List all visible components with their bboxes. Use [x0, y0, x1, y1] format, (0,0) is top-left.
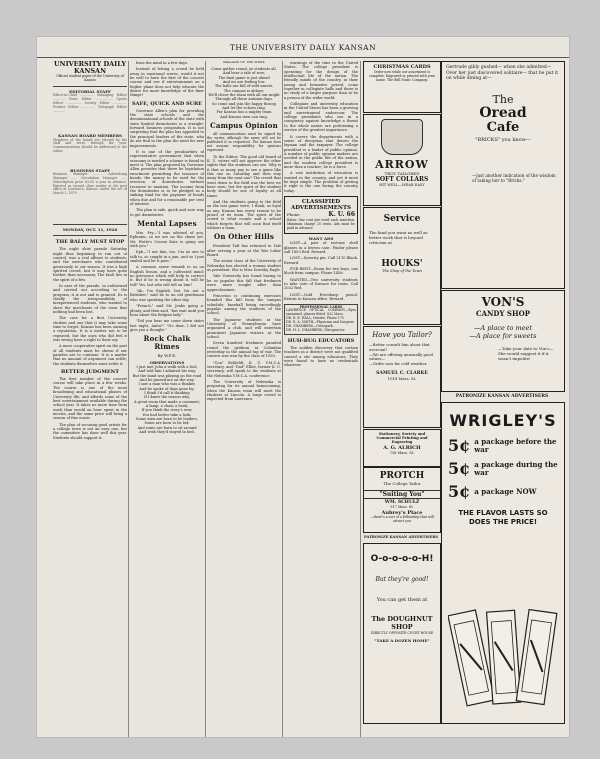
- wrigley-brand: WRIGLEY'S: [449, 411, 557, 430]
- alrich-address: 736 Mass. St.: [389, 450, 415, 455]
- want-ads: LOST—A pair of tortoise shell glasses in a brown case. Finder please call 1853 Red. Reward. LOST—Sorority pin. Call 2110 Black. Reward. FOR RENT—Room for two boys, one block from campus. Phone 1456. WANTED—Two university students to take care of furnace for room. Call 2032 Red. LOST—Gold Eversharp pencil. Return to Kansan office. Reward.: [284, 241, 358, 302]
- arrow-brand: ARROW: [375, 158, 429, 171]
- oread-cafe-ad: [441, 61, 565, 289]
- phone-number: K. U. 66: [328, 210, 355, 218]
- byline: By W.F.E.: [157, 353, 177, 359]
- classified-box: [284, 196, 358, 234]
- column-divider: [205, 61, 206, 737]
- schulz-name: WM. SCHULZ: [384, 500, 420, 505]
- oread-the: The: [492, 92, 514, 106]
- protch-name: PROTCH: [379, 471, 425, 481]
- christmas-cards-title: CHRISTMAS CARDS: [373, 64, 431, 70]
- article-title: HUH-BUG EDUCATORS: [287, 337, 355, 344]
- suiting-slogan: "Suiting You": [364, 490, 440, 499]
- gum-packages-icon: [448, 601, 558, 711]
- column-divider: [128, 61, 129, 737]
- houks-name: HOUKS': [381, 259, 423, 269]
- classified-rates: Rates: One cent per word each insertion. Minimum charge 25 cents. Ads must be paid in advance.: [287, 218, 355, 231]
- nameplate: UNIVERSITY DAILY KANSAN: [53, 61, 127, 75]
- section-title: Rock Chalk Rimes: [143, 334, 191, 352]
- editorial-column: [53, 61, 127, 737]
- alrich-ad: [363, 429, 441, 467]
- ooo-title: O-o-o-o-o-H!: [370, 554, 434, 564]
- article-body: warnings of the time in the United States. The college president is operating for the design of the intellectual life of the nation. The friendly minds of the country, in their young and formative period, come together in collegiate halls and there is no study of a larger purpose than to be a person of the wider world. Collegiate and university education in the United States has been a growing and unrestrained endeavour. The college presidents who see in a conspiracy against knowledge a threat to the whole nation are performing a service of the greatest importance. It covers the departments with a sense of deception that denies the layman and the taxpayer. The college president is a leader of public opinion. A number of public opinion makers are needed in the public life of the nation, and the modern college president is more than a teacher; he is a force. A vast institution of education is wanted in the country, and yet it must be kept simple. The problem of getting it right is the one facing the country today.: [284, 61, 358, 193]
- alrich-name: A. G. ALRICH: [383, 444, 421, 451]
- collar-illustration-icon: [381, 119, 423, 155]
- oread-tagline: "BRICKS" you know—: [475, 136, 531, 143]
- article-body: The sudden discovery that certain teachers in a district were not qualified caused a stir among educators. They were found to have no credentials whatever.: [284, 345, 358, 368]
- classified-title: CLASSIFIED ADVERTISEMENTS: [290, 198, 352, 211]
- arrow-line3: HIT WELL—WEAR EASY: [379, 183, 425, 187]
- doughnut-shop-name: The DOUGHNUT SHOP: [371, 615, 433, 631]
- article-body: All communications must be signed by the writer, although the name will not be published if so requested. The Kansan does not assume responsibility for opinions expressed. To the Editor: The good old board of K. U. voters will not approve the other sights that the students can see. Why is it that so many pay to see a game like this one on Saturday and then stay away from the next one? The crowd that went down to the field was the best we have seen, but the spirit of the student body should be one of loyalty at all times. And the students going to the field on the last game were, I think, as loyal as any. Kansas has every reason to be proud of its team. The spirit of the crowd is what counts and a school which forgets that will soon find itself without a team.: [207, 132, 281, 231]
- editorial-staff-heading: EDITORIAL STAFF: [69, 88, 111, 94]
- patronize-banner: PATRONIZE KANSAN ADVERTISERS: [455, 394, 549, 399]
- houks-service-ad: [363, 207, 441, 325]
- opinion-column: [207, 61, 281, 737]
- section-title: Mental Lapses: [137, 219, 197, 228]
- lost-label: LOST: [290, 241, 301, 246]
- vons-line1: —A place to meet: [474, 324, 532, 332]
- nameplate-subtitle: Official student paper of the University of Kansas: [56, 74, 124, 82]
- wrigleys-ad: [441, 402, 565, 724]
- doughnut-tagline: "TAKE A DOZEN HOME": [374, 638, 430, 643]
- directory-box: PROFESSIONAL CARDS LAWRENCE OPTICAL COMPANY—Eyes examined, glasses fitted. 832 Mass. DR. R. E. HALL, Dentist. Phone 175. DR. E. A. SMITH—Physician and Surgeon. DR. CHAMBERS—Osteopath. DR. H. L. CHAMBERS, Chiropractor.: [284, 304, 358, 335]
- vons-candy-ad: [441, 290, 565, 392]
- wrigley-tagline: THE FLAVOR LASTS SO DOES THE PRICE!: [458, 509, 548, 526]
- arrow-line1: TROY TAILORED: [384, 171, 420, 176]
- poem-title: OBSERVATIONS: [149, 359, 185, 365]
- masthead: [37, 43, 569, 58]
- section-title: Campus Opinion: [210, 121, 278, 131]
- protch-tagline: The College Tailor: [383, 481, 421, 486]
- section-title: On Other Hills: [214, 232, 274, 242]
- article-title: SAFE, QUICK AND SURE: [132, 100, 202, 107]
- poem-body: I just met John a-walk with a fool, And told him I admired his way, But the band was playing on the road And he passed me on the way. I saw a man who was a thinker, And he spoke of days gone by; I think I'd call it thinking If I knew the reason why. A great room that made a comment, A lamp, a chair, a book; If you think the story's over, You had better take a look. Some men are born to be leaders, Some are born to be led, And some are born to sit around And wish they'd stayed in bed.: [132, 364, 202, 435]
- article-body: President Taft has returned to Yale after serving a year at the War Labor Board. The senior class of the University of Nebraska has elected a woman student as president. She is Miss Dorothy Eagle. Yale University has found hazing to be so popular this fall that freshmen were more sought after than upperclassmen. Princeton is continuing exercises founded this fall from the campus schedule; baseball being exceedingly popular among the students of the school. The Japanese students at the University of Pennsylvania have organized a club, and will entertain prominent Japanese visitors at the school. Seven hundred freshmen paraded round the gridiron at Columbia yesterday in the annual tug of war. The contest was won by the class of 1930. "Con" Rehfeldt, K. U. Y.M.C.A. secretary, and "Dad" Elliot, former K. U. secretary, will speak to the students at the Nebraska Y.M.C.A. conference. The University of Nebraska is preparing for its annual homecoming, when the Kansas team will meet the Huskers at Lincoln. A large crowd is expected from Lawrence.: [207, 244, 281, 402]
- clarke-address: 1018 Mass. St.: [387, 375, 417, 381]
- editorial-body: The first number of the concert course will take place in a few weeks. The course is one of the most broadening and educational phases of University life, and affords some of the best entertainment available during the school year. It takes no more time from work than would an hour spent in the movies, and the same price will bring a season of fine music. The plan of securing good artists for a college town is not an easy one, but the committee has done well this year. Students should support it.: [53, 377, 127, 440]
- arrow-collars-ad: [363, 114, 441, 206]
- board-listing: Members of the board are elected by the staff and serve through the year. Communications should be addressed to the editor.: [53, 137, 127, 154]
- vons-line2: —A place for sweets: [469, 332, 537, 340]
- editorial-title: BETTER JUDGMENT: [61, 369, 119, 376]
- ooo-subtitle: But they're good!: [375, 576, 429, 583]
- date-line: MONDAY, OCT. 11, 1926: [62, 226, 118, 232]
- schulz-address: 917 Mass. St.: [390, 505, 414, 509]
- masthead-title: THE UNIVERSITY DAILY KANSAN: [229, 43, 377, 52]
- doughnut-shop-ad: [363, 543, 441, 724]
- ooo-get: You can get them at: [376, 597, 428, 603]
- news-column: [284, 61, 358, 737]
- business-listing: Business Manager ......... Advertising Manager ...... Circulation Manager ...... Subscription price $3.00 a year in advance. Entered as second class matter at the post office at Lawrence, Kansas, under the act of March 3, 1879.: [53, 171, 127, 196]
- wrigley-text-2: a package during the war: [474, 459, 558, 477]
- vons-subtitle: CANDY SHOP: [476, 309, 530, 318]
- wrigley-price-1: 5¢: [448, 436, 471, 455]
- staff-listing: Editor-in-Chief ............. Managing Editor ............ News Editor ................. Sports Editor ............... Society Editor .............. Feature Editor .............. Telegraph Editor ............: [53, 93, 127, 113]
- gertrude-text: Gertrude gibly gushed— when she admitted— Over her just discovered solitaire— that he put it on while dining at—: [446, 65, 559, 81]
- editorial-title: THE RALLY MUST STOP: [55, 239, 125, 246]
- houks-tagline: The Shop of the Town: [382, 269, 422, 273]
- patronize-banner-2: PATRONIZE KANSAN ADVERTISERS: [364, 535, 438, 539]
- aubrey-body: —there's a sort of a fellowship that will attract you: [370, 515, 434, 523]
- clarke-name: SAMUEL C. CLARKE: [376, 370, 428, 376]
- ballad-header: BALLADE OF THE WEEK: [223, 61, 265, 64]
- aubrey-title: Aubrey's Place: [381, 510, 423, 516]
- arrow-line2: SOFT COLLARS: [375, 176, 429, 183]
- board-heading: KANSAN BOARD MEMBERS: [58, 133, 122, 139]
- article-body: Mrs. Pry—"I was advised of you, Ephraim, so we are on the chase yet. Mr. Wotte's Cousin Kate is going out with you." Eph—"I see him, too. I'm no one to talk to, so caught in a jam, and so I just smiled and let it pass." A common sense remark to us on English lesson, and a cultivated mind: no grievance which will help to correct it. But if he is wrong about it, will he tell? Yes, but who will tell on him? "Ah, I'm English, but I'm not a Britisher," said he to an old gentleman who was speaking the other day. "French," said Mr. Jenks going a-plenty, and then said, "but wait until you hear about the Belgian lady." "Did you hear me come down stairs last night, Anita?" "No dear, I did not give you a thought.": [130, 231, 204, 332]
- wrigley-price-3: 5¢: [448, 482, 471, 501]
- clarke-headline: Have you Tailor?: [372, 331, 432, 339]
- clarke-ad: [363, 326, 441, 428]
- article-body: from the mind in a few days. Instead of letting a crowd be held away in emotional waves, would it not be well to have the first of the concert course and see if entertainment on a higher plane does not help educate the desire for more knowledge of the finer things?: [130, 61, 204, 98]
- oread-cafe: Cafe: [486, 119, 520, 135]
- oread-note: —just another indication of the wisdom of taking her to "Bricks.": [472, 172, 556, 183]
- clarke-body: —Better consult him about that overcoat! —We are offering unusually good values— —Order now for cold weather.: [369, 342, 433, 367]
- alrich-title: Stationery, Society and Commercial Printing and Engraving: [376, 432, 428, 445]
- service-title: Service: [383, 214, 421, 224]
- christmas-cards-ad: CHRISTMAS CARDS Order now while our assortment is complete. Engraved or printed with your name. The Bell Music Company.: [363, 61, 441, 113]
- protch-ad: [363, 467, 441, 533]
- editorial-body: The night shirt parade Saturday night thus beginning to run out of control, was a real affront to students, and the merchants who contributed generously to our season. It was a high spirited crowd, but it may have gone further than necessary. The fault lies in the spirit of a few. In case of the parade, so authorized and carried out according to the program, it is not and is granted. Its is chiefly the irresponsibility of inexperienced students, who wanted to show the merchants of the town that nothing had been lost. The case for a first University student and one that it may take some time to forget. Kansas has been earning a reputation. It is a matter not to be repeated, but the ones who did feel it was wrong have a right to their say. A more cooperative spirit on the part of all students must be shown if our parades are to continue. It is a matter that no amount of argument can settle; the students themselves must settle it.: [53, 247, 127, 366]
- wrigley-price-2: 5¢: [448, 459, 471, 478]
- wrigley-text-1: a package before the war: [474, 436, 557, 454]
- column-divider: [360, 61, 361, 737]
- article-body: Governor Allen's plan for providing the state schools and the denominational schools of the state with state funded dormitories is a straight-forward business proposition. It is not surprising that the plan has appealed to the principal leaders of the state, who do not find in the plan the need for new improvements. It is one of the peculiarities of representative government that when economy is needed a scheme is found to meet it. The plan proposed by Governor Allen provides that there be legislation enactment permitting the issuance of bonds, the money to be used for the erection of dormitories without recourse to taxation. The income from the dormitories is to be pledged as a sinking fund for the payment of bonds when due and for a reasonable per cent of interest. The plan is safe, quick and sure way to get dormitories.: [130, 108, 204, 217]
- poem-body: Come gather round, ye students all, And hear a tale of woe; The final game is just ahead And we are feeling low. The halls are full of wild unrest, The campus is ablaze; We'll cheer the team with all our might Through all these autumn days. So come and join the happy throng And let the echoes ring, For Kansas has a mighty team And Kansas men can sing.: [208, 66, 280, 119]
- features-column: [130, 61, 204, 737]
- business-heading: BUSINESS STAFF: [70, 167, 110, 173]
- phone-label: Phone: [287, 211, 300, 217]
- doughnut-location: DIRECTLY OPPOSITE COURT HOUSE: [370, 631, 434, 635]
- oread-name: Oread: [479, 104, 527, 121]
- column-divider: [282, 61, 283, 737]
- vons-title: VON'S: [481, 295, 525, 309]
- want-ads-heading: WANT ADS: [308, 236, 334, 242]
- newspaper-page: [37, 37, 569, 737]
- service-body: The kind you want as well as better work that is beyond criticism at: [369, 230, 428, 245]
- vons-note: —Take your date to Von's— She would suggest it if it wasn't impolite!: [498, 346, 554, 361]
- wrigley-text-3: a package NOW: [474, 486, 537, 496]
